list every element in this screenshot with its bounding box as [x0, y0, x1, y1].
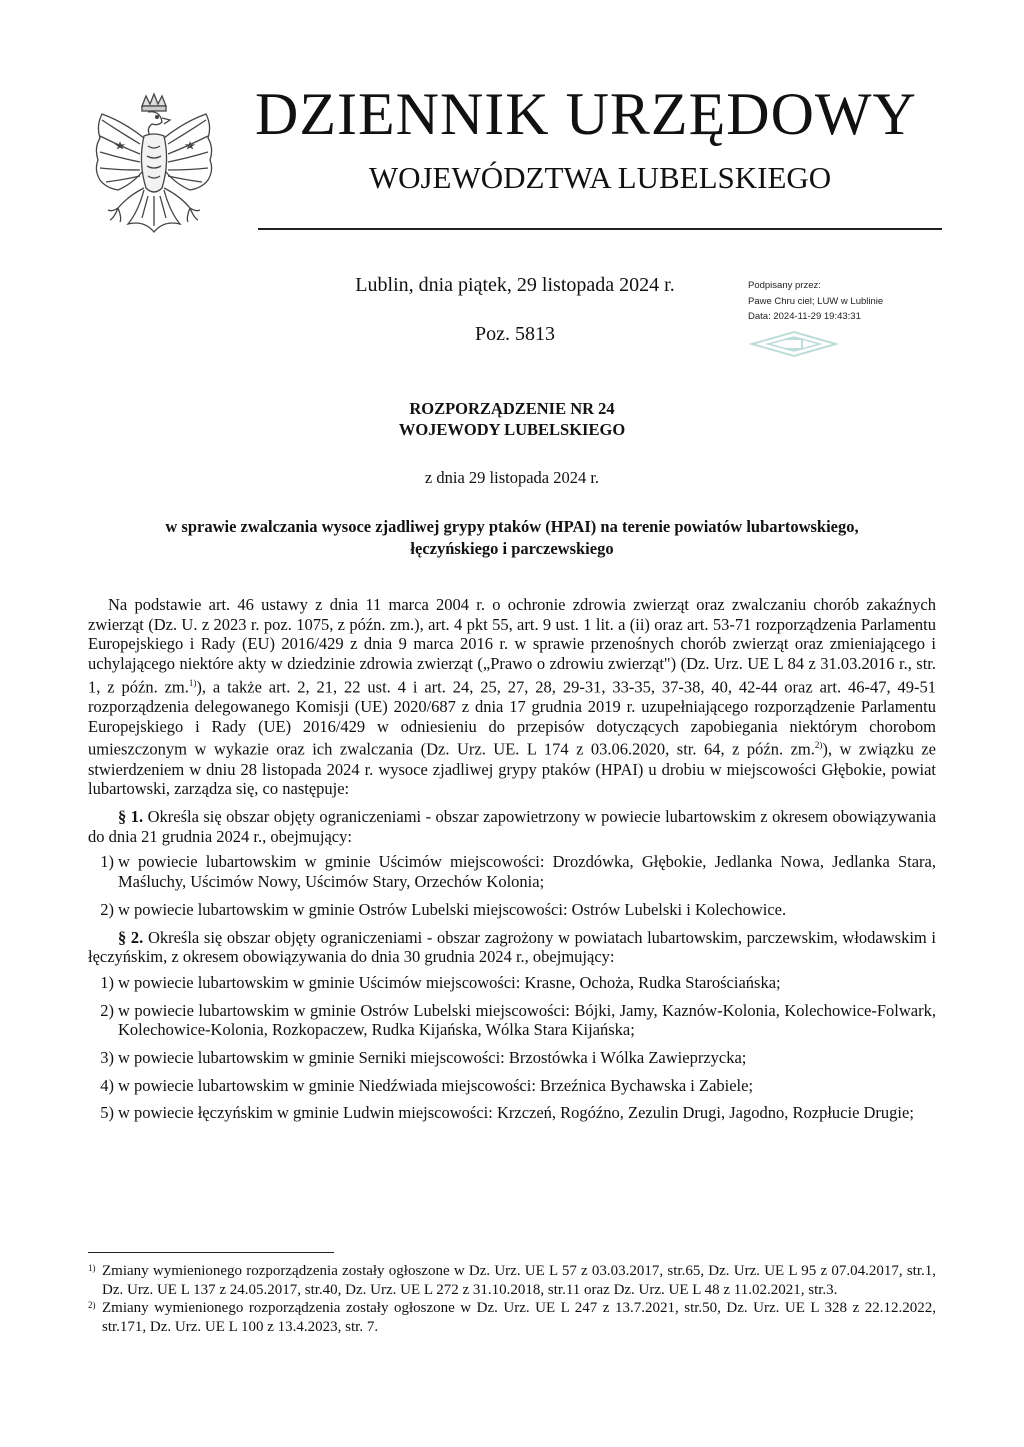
list-item-text: w powiecie lubartowskim w gminie Niedźwiada miejscowości: Brzeźnica Bychawska i Zabiele; [118, 1075, 754, 1095]
gazette-subtitle: WOJEWÓDZTWA LUBELSKIEGO [368, 160, 832, 195]
preamble-paragraph [88, 595, 936, 799]
position-number: Poz. 5813 [475, 323, 555, 345]
signature-date: Data: 2024-11-29 19:43:31 [748, 311, 861, 322]
section-1 [88, 807, 936, 846]
list-item-text: w powiecie lubartowskim w gminie Ostrów Lubelski miejscowości: Bójki, Jamy, Kaznów-Kolonia, Kolechowice-Folwark, Kolechowice-Kolonia, Rozkopaczew, Rudka Kijańska, Wólka Stara Kijańska; [118, 1000, 936, 1040]
act-subject-line1: w sprawie zwalczania wysoce zjadliwej grypy ptaków (HPAI) na terenie powiatów lubartowskiego, [165, 517, 859, 536]
list-item-text: w powiecie lubartowskim w gminie Uścimów miejscowości: Drozdówka, Głębokie, Jedlanka Nowa, Jedlanka Stara, Maśluchy, Uścimów Nowy, Uścimów Stary, Orzechów Kolonia; [118, 852, 936, 892]
footnote-ref: 1) [188, 677, 197, 688]
act-title [88, 398, 936, 440]
act-title-line2: WOJEWODY LUBELSKIEGO [398, 420, 626, 439]
footnote [88, 1262, 936, 1299]
footnote-ref: 2) [814, 740, 823, 751]
footnote-divider [88, 1252, 334, 1253]
list-item-number: 2) [100, 1000, 114, 1020]
signature-label: Podpisany przez: [748, 280, 821, 291]
footnotes [88, 1262, 936, 1336]
list-item-number: 5) [100, 1103, 114, 1123]
gazette-title: DZIENNIK URZĘDOWY [255, 81, 917, 147]
header-divider [258, 228, 942, 230]
footnote [88, 1299, 936, 1336]
list-item-number: 2) [100, 899, 114, 919]
list-item-text: w powiecie lubartowskim w gminie Ostrów Lubelski miejscowości: Ostrów Lubelski i Kolechowice. [118, 899, 787, 919]
list-item-text: w powiecie lubartowskim w gminie Uścimów miejscowości: Krasne, Ochoża, Rudka Starościańska; [118, 972, 781, 992]
list-item-number: 1) [100, 852, 114, 872]
section-text: Określa się obszar objęty ograniczeniami - obszar zapowietrzony w powiecie lubartowskim z okresem obowiązywania do dnia 21 grudnia 2024 r., obejmujący: [88, 807, 937, 846]
footnote-text: Zmiany wymienionego rozporządzenia zostały ogłoszone w Dz. Urz. UE L 247 z 13.7.2021, str.50, Dz. Urz. UE L 328 z 22.12.2022, str.171, Dz. Urz. UE L 100 z 13.4.2023, str. 7. [102, 1300, 936, 1335]
preamble-text-part3: ), w związku ze stwierdzeniem w dniu 28 listopada 2024 r. wysoce zjadliwej grypy ptaków (HPAI) u drobiu w miejscowości Głębokie, powiat lubartowski, zarządza się, co następuje: [88, 739, 937, 799]
digital-signature-block [748, 278, 928, 325]
list-item [88, 973, 936, 993]
act-body [88, 595, 936, 1131]
list-item-text: w powiecie lubartowskim w gminie Serniki miejscowości: Brzostówka i Wólka Zawieprzycka; [118, 1048, 747, 1068]
section-label: § 2. [118, 927, 144, 947]
list-item-text: w powiecie łęczyńskim w gminie Ludwin miejscowości: Krzczeń, Rogóźno, Zezulin Drugi, Jagodno, Rozpłucie Drugie; [118, 1103, 914, 1123]
signature-signer: Pawe Chru ciel; LUW w Lublinie [748, 295, 884, 307]
polish-eagle-emblem-icon [88, 92, 220, 252]
list-item-number: 3) [100, 1048, 114, 1068]
preamble-text-part1: Na podstawie art. 46 ustawy z dnia 11 marca 2004 r. o ochronie zdrowia zwierząt oraz zwalczaniu chorób zakaźnych zwierząt (Dz. U. z 2023 r. poz. 1075, z późn. zm.), art. 4 pkt 55, art. 9 ust. 1 lit. a (ii) oraz art. 53-71 rozporządzenia Parlamentu Europejskiego i Rady (EU) 2016/429 z dnia 9 marca 2016 r. w sprawie przenośnych chorób zwierząt oraz zmieniającego i uchylającego niektóre akty w dziedzinie zdrowia zwierząt („Prawo o zdrowiu zwierząt") (Dz. Urz. UE L 84 z 31.03.2016 r., str. 1, z późn. zm. [88, 595, 936, 697]
footnote-number: 2) [88, 1300, 96, 1310]
footnote-number: 1) [88, 1263, 96, 1273]
list-item [88, 852, 936, 891]
list-item [88, 1103, 936, 1123]
publication-place-date: Lublin, dnia piątek, 29 listopada 2024 r. [355, 274, 675, 296]
footnote-text: Zmiany wymienionego rozporządzenia zostały ogłoszone w Dz. Urz. UE L 57 z 03.03.2017, str.65, Dz. Urz. UE L 95 z 07.04.2017, str.1, Dz. Urz. UE L 137 z 24.05.2017, str.40, Dz. Urz. UE L 272 z 31.10.2018, str.11 oraz Dz. Urz. UE L 48 z 11.02.2021, str.3. [102, 1263, 936, 1298]
list-item-number: 4) [100, 1075, 114, 1095]
preamble-text-part2: ), a także art. 2, 21, 22 ust. 4 i art. 24, 25, 27, 28, 29-31, 33-35, 37-38, 40, 42-44 oraz art. 46-47, 49-51 rozporządzenia delegowanego Komisji (UE) 2020/687 z dnia 17 grudnia 2019 r. uzupełniającego rozporządzenie Parlamentu Europejskiego i Rady (UE) 2016/429 w odniesieniu do przepisów dotyczących zapobiegania niektórym chorobom umieszczonym w wykazie oraz ich zwalczania (Dz. Urz. UE. L 174 z 03.06.2020, str. 64, z późn. zm. [88, 677, 936, 759]
digital-signature-logo-icon [748, 330, 840, 358]
list-item [88, 1001, 936, 1040]
act-date: z dnia 29 listopada 2024 r. [424, 468, 600, 487]
section-2 [88, 928, 936, 967]
list-item-number: 1) [100, 972, 114, 992]
list-item [88, 1076, 936, 1096]
act-subject-line2: łęczyńskiego i parczewskiego [410, 539, 614, 558]
section-label: § 1. [118, 807, 144, 827]
section-1-list [88, 852, 936, 919]
section-2-list [88, 973, 936, 1123]
section-text: Określa się obszar objęty ograniczeniami - obszar zagrożony w powiatach lubartowskim, parczewskim, włodawskim i łęczyńskim, z okresem obowiązywania do dnia 30 grudnia 2024 r., obejmujący: [88, 927, 937, 967]
act-title-line1: ROZPORZĄDZENIE NR 24 [409, 399, 615, 418]
act-subject [100, 516, 924, 560]
list-item [88, 900, 936, 920]
list-item [88, 1048, 936, 1068]
